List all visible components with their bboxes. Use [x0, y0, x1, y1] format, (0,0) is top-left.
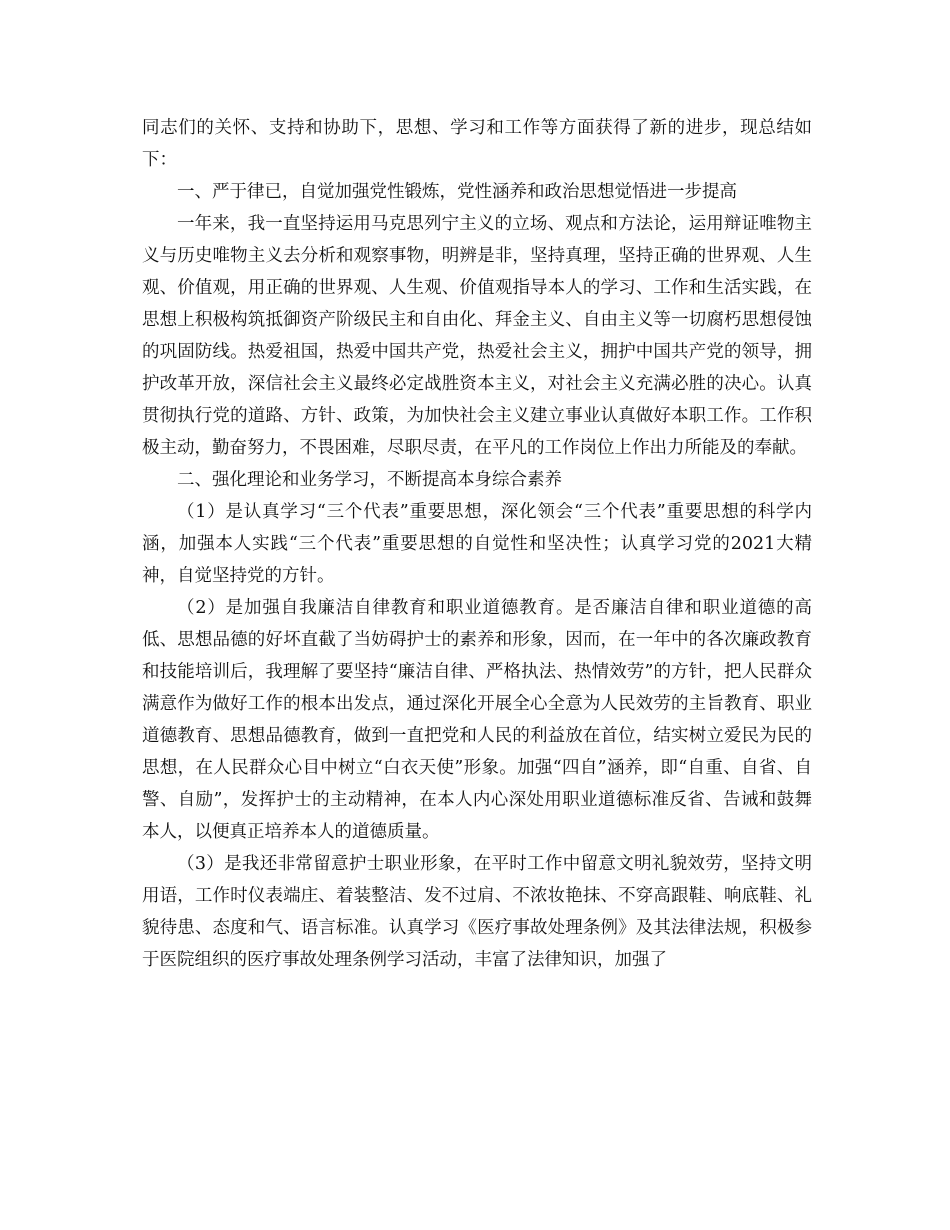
paragraph-item-2: （2）是加强自我廉洁自律教育和职业道德教育。是否廉洁自律和职业道德的高低、思想品德的好坏直截了当妨碍护士的素养和形象，因而，在一年中的各次廉政教育和技能培训后，我理解了要坚持“廉洁自律、严格执法、热情效劳”的方针，把人民群众满意作为做好工作的根本出发点，通过深化开展全心全意为人民效劳的主旨教育、职业道德教育、思想品德教育，做到一直把党和人民的利益放在首位，结实树立爱民为民的思想，在人民群众心目中树立“白衣天使”形象。加强“四自”涵养，即“自重、自省、自警、自励”，发挥护士的主动精神，在本人内心深处用职业道德标准反省、告诫和鼓舞本人，以便真正培养本人的道德质量。: [142, 598, 812, 842]
section-heading-1: 一、严于律已，自觉加强党性锻炼，党性涵养和政治思想觉悟进一步提高: [177, 182, 737, 202]
paragraph-section-1: 一年来，我一直坚持运用马克思列宁主义的立场、观点和方法论，运用辩证唯物主义与历史唯物主义去分析和观察事物，明辨是非，坚持真理，坚持正确的世界观、人生观、价值观，用正确的世界观、人生观、价值观指导本人的学习、工作和生活实践，在思想上积极构筑抵御资产阶级民主和自由化、拜金主义、自由主义等一切腐朽思想侵蚀的巩固防线。热爱祖国，热爱中国共产党，热爱社会主义，拥护中国共产党的领导，拥护改革开放，深信社会主义最终必定战胜资本主义，对社会主义充满必胜的决心。认真贯彻执行党的道路、方针、政策，为加快社会主义建立事业认真做好本职工作。工作积极主动，勤奋努力，不畏困难，尽职尽责，在平凡的工作岗位上作出力所能及的奉献。: [142, 214, 812, 458]
paragraph-intro: 同志们的关怀、支持和协助下，思想、学习和工作等方面获得了新的进步，现总结如下：: [142, 118, 812, 170]
section-heading-2: 二、强化理论和业务学习，不断提高本身综合素养: [177, 470, 562, 490]
paragraph-item-1: （1）是认真学习“三个代表”重要思想，深化领会“三个代表”重要思想的科学内涵，加强本人实践“三个代表”重要思想的自觉性和坚决性；认真学习党的2021大精神，自觉坚持党的方针。: [142, 502, 812, 586]
document-body: [142, 112, 812, 976]
paragraph-item-3: （3）是我还非常留意护士职业形象，在平时工作中留意文明礼貌效劳，坚持文明用语，工作时仪表端庄、着装整洁、发不过肩、不浓妆艳抹、不穿高跟鞋、响底鞋、礼貌待患、态度和气、语言标准。认真学习《医疗事故处理条例》及其法律法规，积极参于医院组织的医疗事故处理条例学习活动，丰富了法律知识，加强了: [142, 854, 812, 970]
